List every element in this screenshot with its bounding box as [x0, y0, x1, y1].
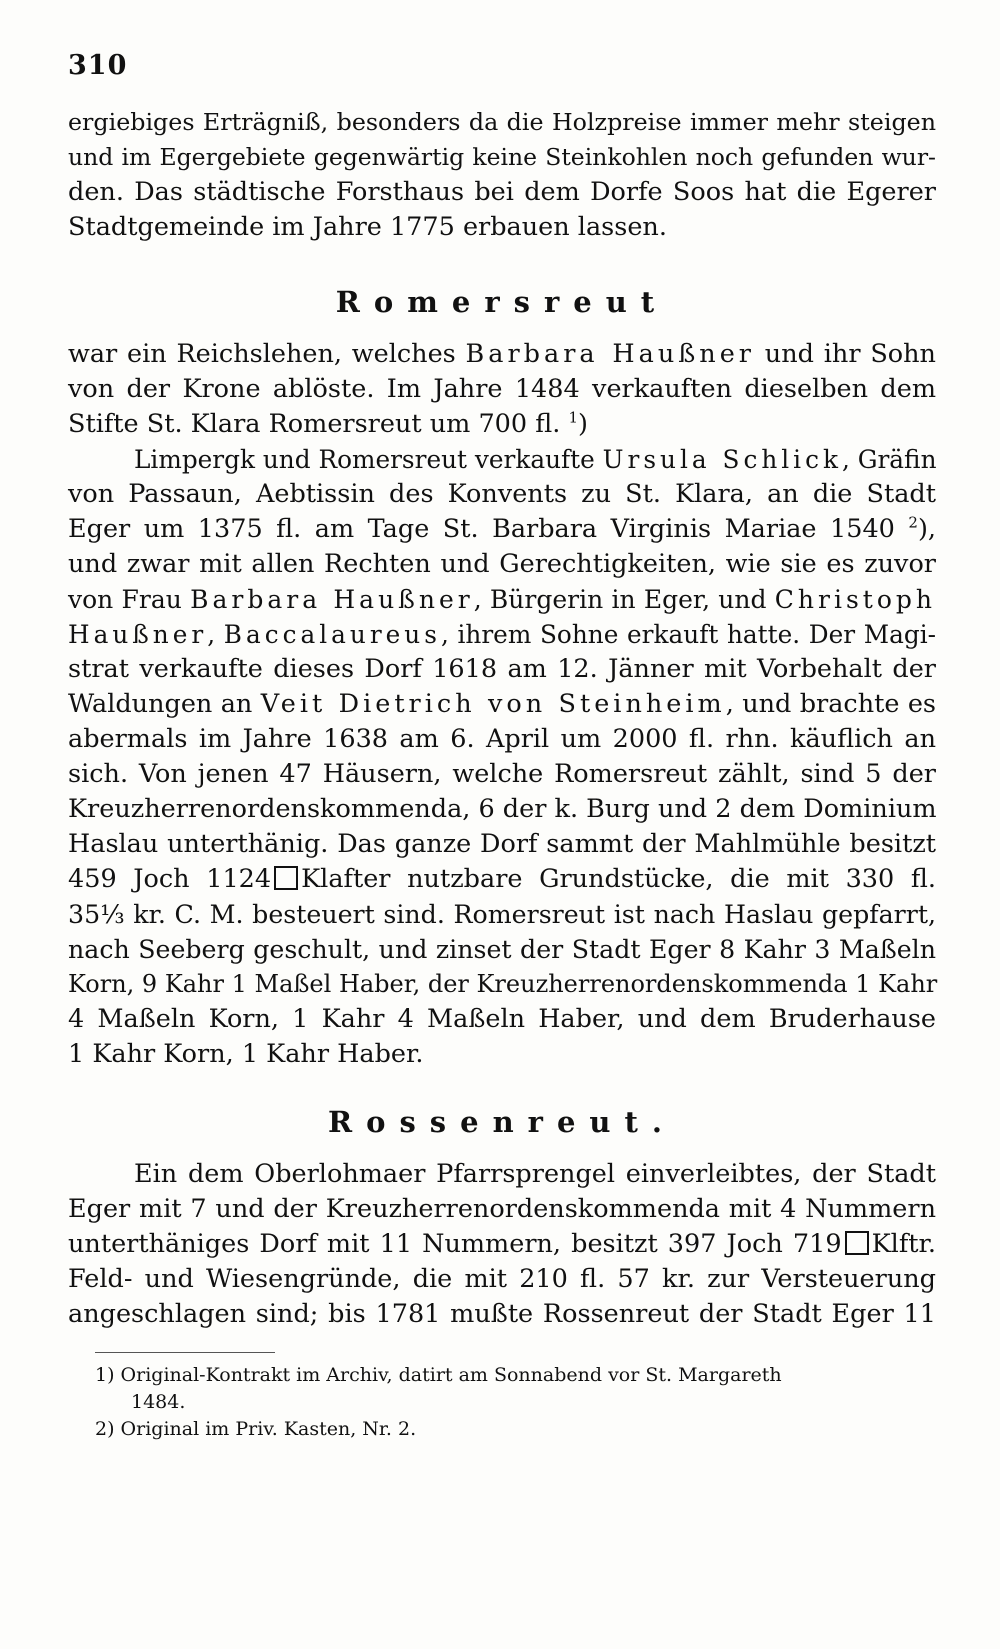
- text-run: , und brachte es: [725, 689, 937, 719]
- square-unit-symbol: [274, 866, 298, 890]
- text-run: , Gräfin: [841, 445, 937, 474]
- page-number: 310: [68, 50, 128, 81]
- text-line: [68, 862, 936, 897]
- text-line: [68, 617, 936, 652]
- text-run: Waldungen an: [68, 689, 261, 719]
- text-line: [68, 582, 936, 617]
- person-name: Veit Dietrich von Steinheim: [260, 689, 726, 719]
- text-run: Stifte St. Klara Romersreut um 700 fl.: [68, 409, 569, 439]
- text-line: [68, 407, 936, 442]
- text-line: angeschlagen sind; bis 1781 mußte Rossenreut der Stadt Eger 11: [68, 1299, 936, 1329]
- text-line: ergiebiges Erträgniß, besonders da die Holzpreise immer mehr steigen: [68, 108, 936, 136]
- section-heading-romersreut: Romersreut: [335, 285, 669, 319]
- romersreut-paragraph: [68, 337, 936, 1072]
- text-line: [68, 337, 936, 372]
- text-line: 4 Maßeln Korn, 1 Kahr 4 Maßeln Haber, und dem Bruderhause: [68, 1004, 936, 1034]
- text-line: sich. Von jenen 47 Häusern, welche Romersreut zählt, sind 5 der: [68, 759, 936, 789]
- text-line: Stadtgemeinde im Jahre 1775 erbauen lassen.: [68, 212, 667, 242]
- square-unit-symbol: [845, 1231, 869, 1255]
- text-run: ): [578, 409, 588, 439]
- text-line: [68, 1227, 936, 1262]
- text-run: Klafter nutzbare Grundstücke, die mit 330 fl.: [301, 864, 936, 894]
- text-run: unterthäniges Dorf mit 11 Nummern, besitzt 397 Joch 719: [68, 1229, 842, 1259]
- text-line: Korn, 9 Kahr 1 Maßel Haber, der Kreuzherrenordenskommenda 1 Kahr: [68, 970, 938, 998]
- text-run: war ein Reichslehen, welches: [68, 339, 466, 369]
- text-run: ,: [207, 620, 224, 649]
- text-run: Klftr.: [871, 1229, 936, 1259]
- text-run: ),: [917, 514, 936, 544]
- text-run: Eger um 1375 fl. am Tage St. Barbara Virginis Mariae 1540: [68, 514, 909, 544]
- footnote-divider: [95, 1352, 275, 1353]
- footnote-2: 2) Original im Priv. Kasten, Nr. 2.: [95, 1418, 417, 1440]
- rossenreut-paragraph: [68, 1157, 936, 1332]
- person-name: Ursula Schlick: [602, 445, 842, 474]
- text-line: Haslau unterthänig. Das ganze Dorf sammt der Mahlmühle besitzt: [68, 829, 936, 859]
- person-name: Haußner: [68, 620, 208, 649]
- person-name: Barbara Haußner: [190, 585, 474, 614]
- text-line: [68, 512, 936, 547]
- text-line: und im Egergebiete gegenwärtig keine Steinkohlen noch gefunden wur-: [68, 143, 936, 171]
- footnote-marker: 1: [568, 408, 578, 427]
- text-run: , ihrem Sohne erkauft hatte. Der Magi-: [440, 620, 936, 649]
- text-run: von Frau: [68, 585, 191, 614]
- person-name: Christoph: [774, 585, 936, 614]
- text-line: Ein dem Oberlohmaer Pfarrsprengel einverleibtes, der Stadt: [134, 1159, 936, 1189]
- text-line: Feld- und Wiesengründe, die mit 210 fl. 57 kr. zur Versteuerung: [68, 1264, 936, 1294]
- text-line: abermals im Jahre 1638 am 6. April um 2000 fl. rhn. käuflich an: [68, 724, 936, 754]
- text-line: 35⅓ kr. C. M. besteuert sind. Romersreut ist nach Haslau gepfarrt,: [68, 900, 936, 929]
- text-line: Kreuzherrenordenskommenda, 6 der k. Burg und 2 dem Dominium: [68, 794, 937, 824]
- text-line: von Passaun, Aebtissin des Konvents zu St. Klara, an die Stadt: [68, 479, 936, 509]
- section-heading-rossenreut: Rossenreut.: [328, 1105, 676, 1139]
- text-line: nach Seeberg geschult, und zinset der Stadt Eger 8 Kahr 3 Maßeln: [68, 935, 936, 964]
- text-line: [68, 442, 936, 477]
- footnote-1-continuation: 1484.: [131, 1391, 186, 1413]
- text-line: 1 Kahr Korn, 1 Kahr Haber.: [68, 1039, 424, 1069]
- opening-paragraph: [68, 105, 936, 245]
- text-line: und zwar mit allen Rechten und Gerechtigkeiten, wie sie es zuvor: [68, 549, 936, 579]
- text-line: [68, 687, 936, 722]
- text-run: 459 Joch 1124: [68, 864, 272, 894]
- person-title: Baccalaureus: [223, 620, 441, 649]
- text-line: Eger mit 7 und der Kreuzherrenordenskommenda mit 4 Nummern: [68, 1194, 936, 1224]
- footnotes: [95, 1362, 935, 1443]
- footnote-1: 1) Original-Kontrakt im Archiv, datirt am Sonnabend vor St. Margareth: [95, 1364, 782, 1386]
- text-run: , Bürgerin in Eger, und: [473, 585, 775, 614]
- person-name: Barbara Haußner: [465, 339, 755, 369]
- text-line: von der Krone ablöste. Im Jahre 1484 verkauften dieselben dem: [68, 374, 936, 404]
- footnote-marker: 2: [908, 513, 918, 532]
- text-run: Limpergk und Romersreut verkaufte: [134, 445, 603, 474]
- text-line: den. Das städtische Forsthaus bei dem Dorfe Soos hat die Egerer: [68, 177, 936, 207]
- text-run: und ihr Sohn: [755, 339, 936, 369]
- text-line: strat verkaufte dieses Dorf 1618 am 12. Jänner mit Vorbehalt der: [68, 654, 936, 684]
